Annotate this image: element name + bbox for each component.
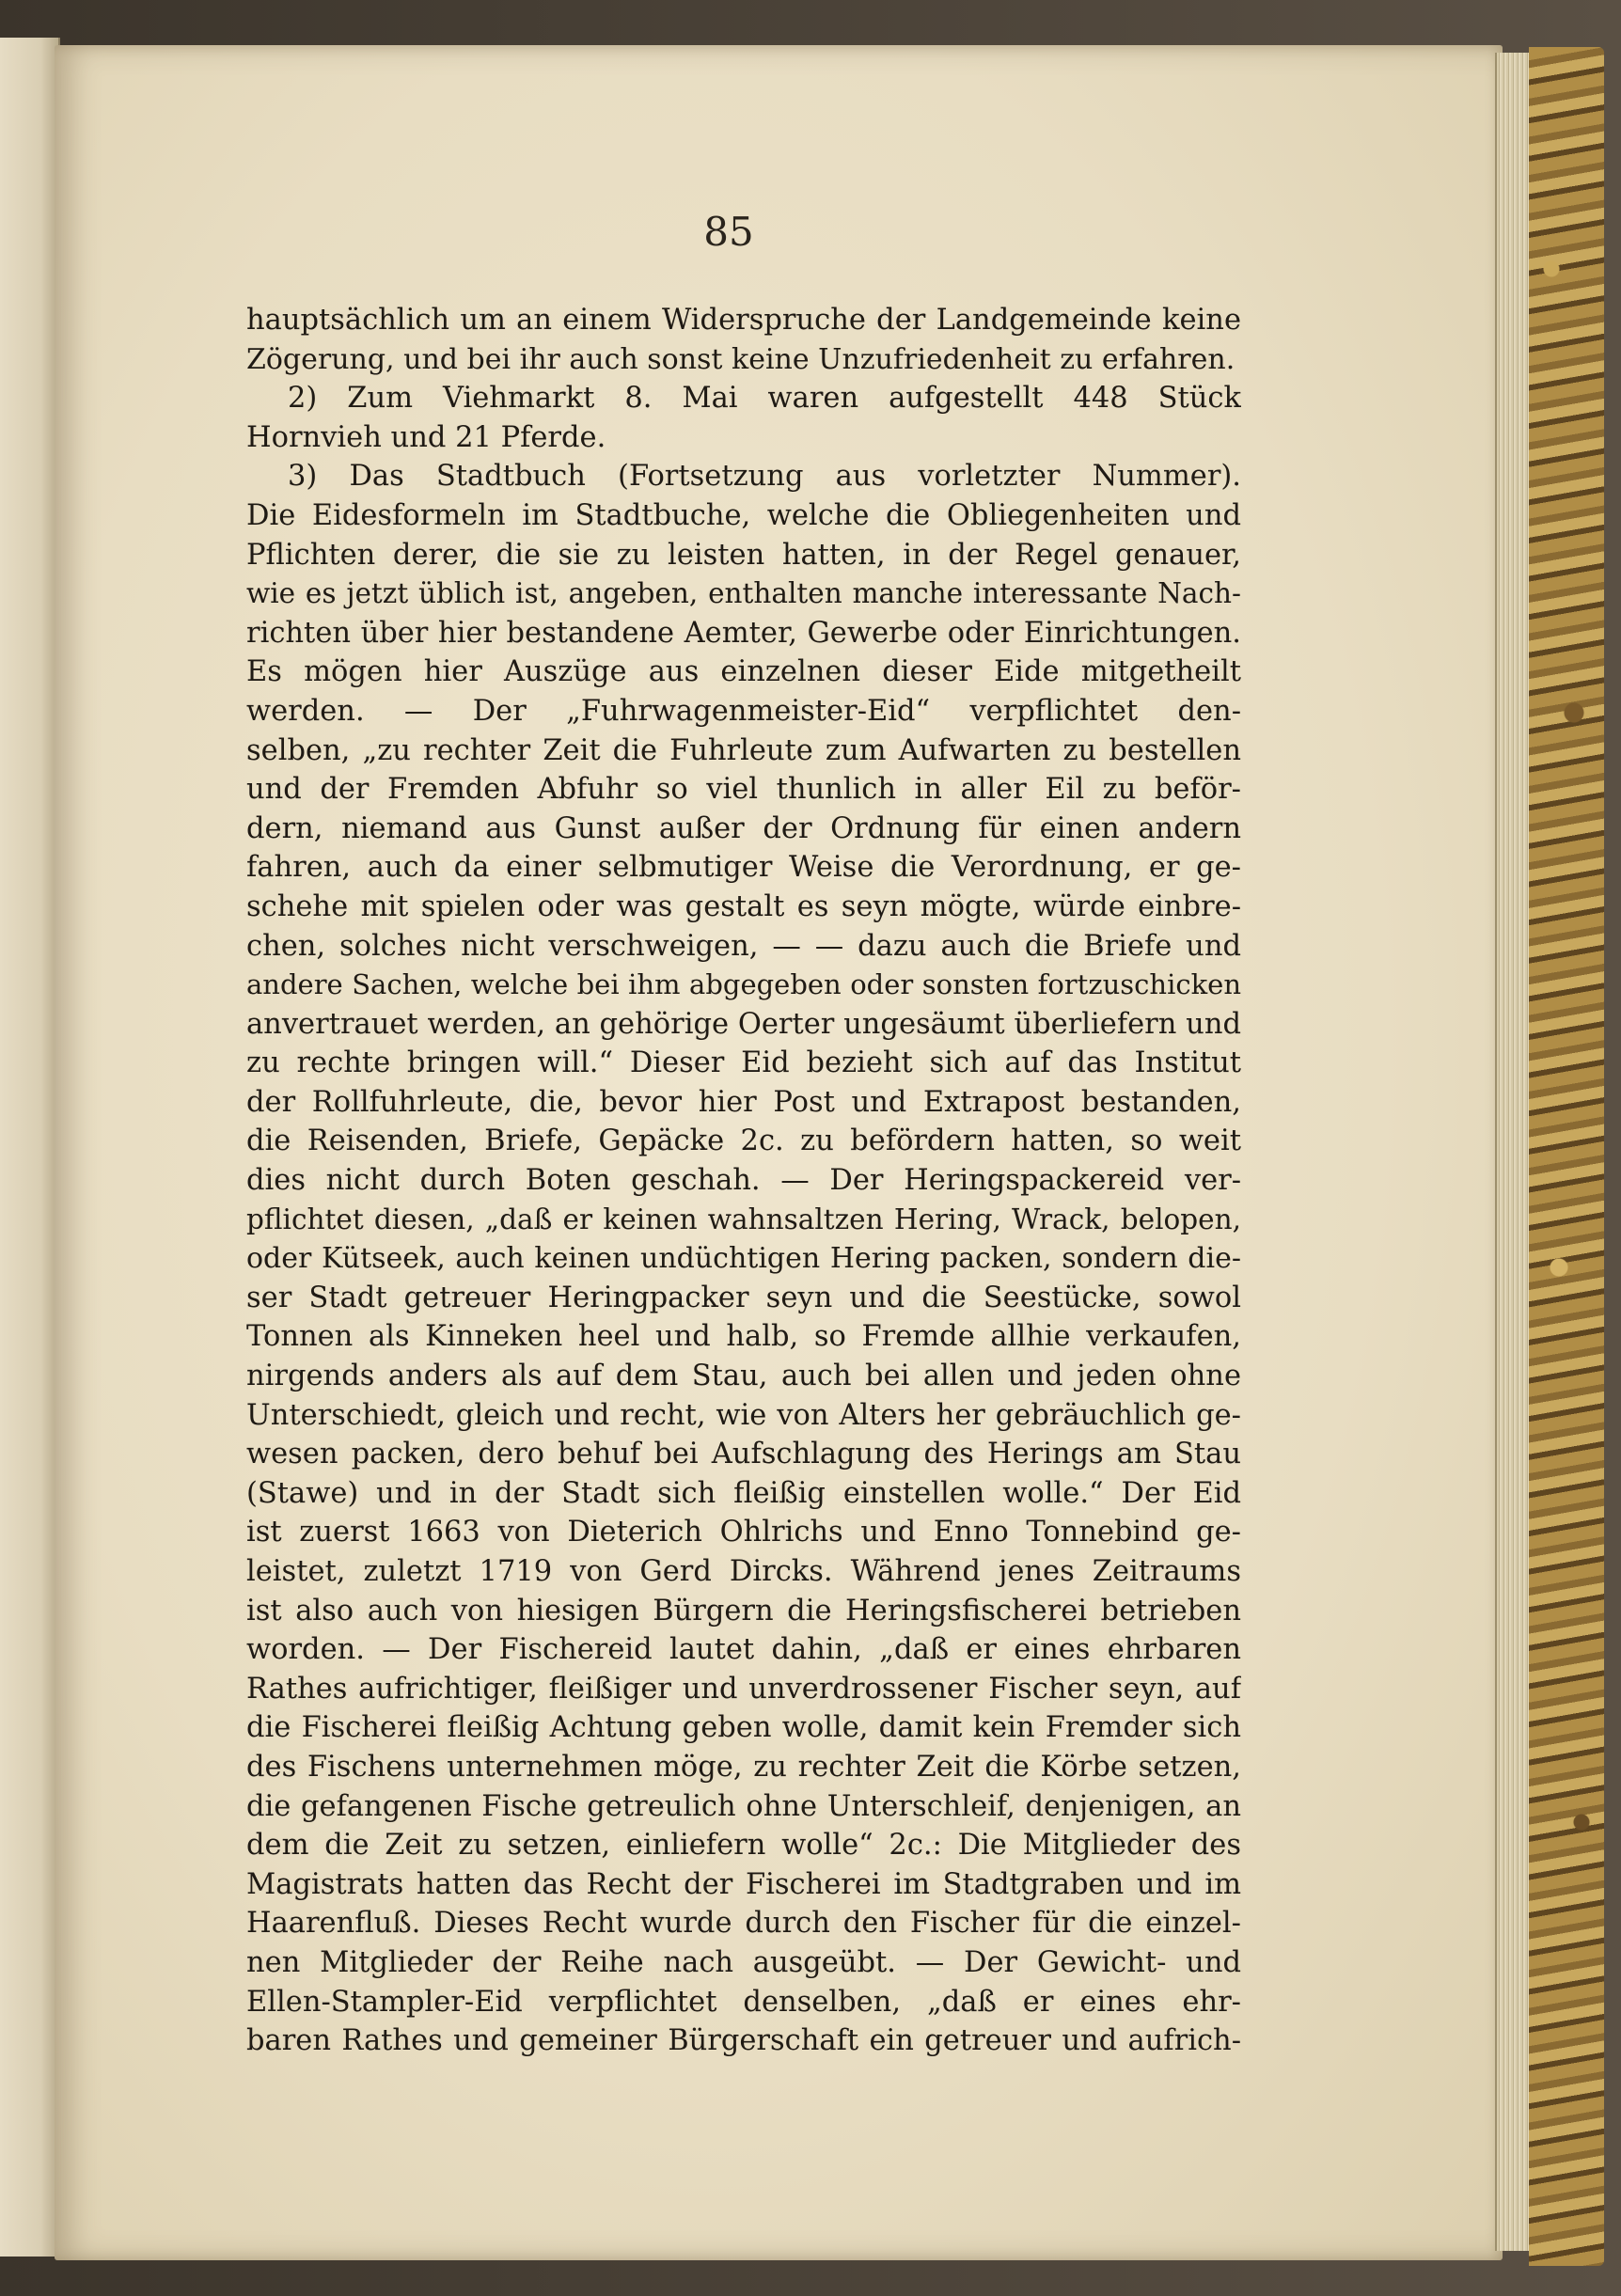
text-line: fahren, auch da einer selbmutiger Weise die Verordnung, er ge-	[246, 851, 1241, 885]
text-line: nen Mitglieder der Reihe nach ausgeübt. — Der Gewicht- und	[246, 1945, 1241, 1979]
text-line: Unterschiedt, gleich und recht, wie von Alters her gebräuchlich ge-	[246, 1398, 1241, 1432]
previous-page-edge	[0, 38, 60, 2257]
text-line: dies nicht durch Boten geschah. — Der Heringspackereid ver-	[246, 1164, 1241, 1198]
text-line: 2) Zum Viehmarkt 8. Mai waren aufgestellt 448 Stück	[288, 382, 1241, 416]
text-line: werden. — Der „Fuhrwagenmeister-Eid“ verpflichtet den-	[246, 694, 1241, 728]
text-line: Ellen-Stampler-Eid verpflichtet denselben, „daß er eines ehr-	[246, 1985, 1241, 2019]
text-line: pflichtet diesen, „daß er keinen wahnsaltzen Hering, Wrack, belopen,	[246, 1203, 1241, 1235]
text-line: schehe mit spielen oder was gestalt es seyn mögte, würde einbre-	[246, 889, 1241, 923]
text-line: richten über hier bestandene Aemter, Gewerbe oder Einrichtungen.	[246, 616, 1241, 650]
text-line: wesen packen, dero behuf bei Aufschlagung des Herings am Stau	[246, 1438, 1241, 1471]
text-line: wie es jetzt üblich ist, angeben, enthalten manche interessante Nach-	[246, 577, 1241, 610]
page-number: 85	[703, 209, 754, 255]
page-stack-edge	[1495, 53, 1531, 2251]
text-line: 3) Das Stadtbuch (Fortsetzung aus vorletzter Nummer).	[288, 460, 1241, 494]
text-line: des Fischens unternehmen möge, zu rechter Zeit die Körbe setzen,	[246, 1750, 1241, 1784]
text-line: Haarenfluß. Dieses Recht wurde durch den Fischer für die einzel-	[246, 1907, 1241, 1941]
body-text	[246, 301, 1241, 2061]
text-line: Zögerung, und bei ihr auch sonst keine Unzufriedenheit zu erfahren.	[246, 342, 1235, 376]
text-line: Es mögen hier Auszüge aus einzelnen dieser Eide mitgetheilt	[246, 655, 1241, 689]
text-line: ist zuerst 1663 von Dieterich Ohlrichs und Enno Tonnebind ge-	[246, 1516, 1241, 1549]
text-line: selben, „zu rechter Zeit die Fuhrleute zum Aufwarten zu bestellen	[246, 733, 1241, 767]
text-line: ist also auch von hiesigen Bürgern die Heringsfischerei betrieben	[246, 1594, 1241, 1628]
text-line: Hornvieh und 21 Pferde.	[246, 420, 606, 454]
text-line: nirgends anders als auf dem Stau, auch bei allen und jeden ohne	[246, 1360, 1241, 1393]
text-line: und der Fremden Abfuhr so viel thunlich in aller Eil zu beför-	[246, 773, 1241, 807]
text-line: dem die Zeit zu setzen, einliefern wolle“ 2c.: Die Mitglieder des	[246, 1829, 1241, 1863]
text-line: die Reisenden, Briefe, Gepäcke 2c. zu befördern hatten, so weit	[246, 1124, 1241, 1158]
text-line: hauptsächlich um an einem Widerspruche der Landgemeinde keine	[246, 304, 1241, 337]
text-line: baren Rathes und gemeiner Bürgerschaft ein getreuer und aufrich-	[246, 2024, 1241, 2058]
text-line: Tonnen als Kinneken heel und halb, so Fremde allhie verkaufen,	[246, 1320, 1241, 1354]
text-line: zu rechte bringen will.“ Dieser Eid bezieht sich auf das Institut	[246, 1046, 1241, 1080]
text-line: andere Sachen, welche bei ihm abgegeben oder sonsten fortzuschicken	[246, 968, 1241, 1001]
text-line: anvertrauet werden, an gehörige Oerter ungesäumt überliefern und	[246, 1007, 1241, 1041]
text-line: die Fischerei fleißig Achtung geben wolle, damit kein Fremder sich	[246, 1711, 1241, 1745]
text-line: (Stawe) und in der Stadt sich fleißig einstellen wolle.“ Der Eid	[246, 1476, 1241, 1510]
marbled-cover	[1529, 47, 1604, 2266]
text-line: Magistrats hatten das Recht der Fischerei im Stadtgraben und im	[246, 1867, 1241, 1901]
text-line: leistet, zuletzt 1719 von Gerd Dircks. Während jenes Zeitraums	[246, 1555, 1241, 1588]
text-line: dern, niemand aus Gunst außer der Ordnung für einen andern	[246, 811, 1241, 845]
text-line: worden. — Der Fischereid lautet dahin, „daß er eines ehrbaren	[246, 1633, 1241, 1667]
text-line: Die Eidesformeln im Stadtbuche, welche die Obliegenheiten und	[246, 498, 1241, 532]
text-line: die gefangenen Fische getreulich ohne Unterschleif, denjenigen, an	[246, 1789, 1241, 1823]
text-line: chen, solches nicht verschweigen, — — dazu auch die Briefe und	[246, 929, 1241, 963]
text-line: Rathes aufrichtiger, fleißiger und unverdrossener Fischer seyn, auf	[246, 1672, 1241, 1706]
text-line: der Rollfuhrleute, die, bevor hier Post und Extrapost bestanden,	[246, 1085, 1241, 1119]
text-line: Pflichten derer, die sie zu leisten hatten, in der Regel genauer,	[246, 538, 1241, 572]
text-line: ser Stadt getreuer Heringpacker seyn und die Seestücke, sowol	[246, 1281, 1241, 1314]
text-line: oder Kütseek, auch keinen undüchtigen Hering packen, sondern die-	[246, 1242, 1241, 1276]
